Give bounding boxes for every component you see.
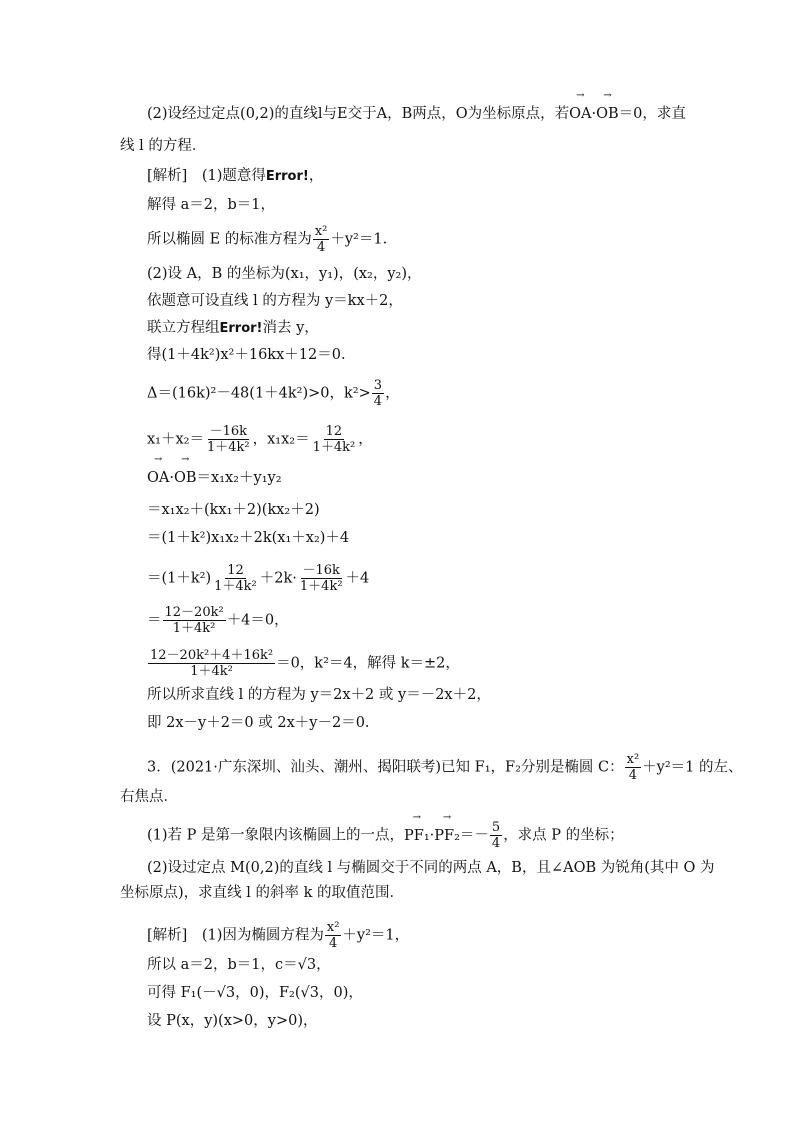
solution-line	[147, 648, 460, 679]
fraction	[625, 752, 642, 783]
numerator: 12	[325, 424, 343, 439]
solution-line: ＝x₁x₂＋(kx₁＋2)(kx₂＋2)	[147, 502, 320, 518]
text: 消去 y，	[262, 320, 319, 336]
vector-oa: → OA	[569, 104, 591, 124]
text: ＋y²＝1.	[330, 231, 388, 248]
denominator: 1＋4k²	[299, 579, 343, 594]
vector-pf1: → PF₁	[404, 826, 430, 846]
text: ＝	[147, 612, 162, 629]
numerator: x²	[626, 752, 640, 767]
text: [解析] (1)因为椭圆方程为	[147, 927, 324, 944]
dot: ·	[591, 106, 597, 122]
denominator: 1＋4k²	[206, 440, 250, 455]
text: (2)设经过定点(0,2)的直线l与E交于A，B两点，O为坐标原点，若	[147, 106, 570, 122]
denominator: 4	[491, 836, 501, 851]
text: ＝(1＋k²)	[147, 570, 212, 587]
problem-2-line-2: 线 l 的方程．	[120, 138, 207, 154]
fraction	[325, 920, 342, 951]
text: ，	[385, 385, 400, 402]
vector-ob: → OB	[596, 104, 619, 124]
fraction	[163, 605, 226, 636]
text: Δ＝(16k)²－48(1＋4k²)>0，k²>	[147, 385, 371, 402]
solution-line: (2)设 A，B 的坐标为(x₁，y₁)，(x₂，y₂)，	[147, 266, 422, 282]
text: ＝0，k²＝4，解得 k＝±2，	[276, 655, 460, 672]
fraction	[298, 563, 345, 594]
vector-oa: → OA	[147, 468, 169, 488]
text: [解析] (1)题意得	[147, 168, 266, 184]
solution-line	[147, 605, 289, 636]
numerator: x²	[326, 920, 340, 935]
fraction	[205, 424, 252, 455]
solution-line: 所以所求直线 l 的方程为 y＝2x＋2 或 y＝－2x＋2，	[147, 687, 491, 703]
text: ＋4＝0，	[226, 612, 289, 629]
denominator: 4	[373, 394, 383, 409]
numerator: 12－20k²	[164, 605, 224, 620]
text: 联立方程组	[147, 320, 220, 336]
text: 3．(2021·广东深圳、汕头、潮州、揭阳联考)已知 F₁，F₂分别是椭圆 C：	[147, 759, 624, 776]
fraction	[372, 378, 384, 409]
solution-line: 依题意可设直线 l 的方程为 y＝kx＋2，	[147, 293, 403, 309]
text: ＝0，求直	[618, 106, 686, 122]
problem-3-part-2-cont: 坐标原点)，求直线 l 的斜率 k 的取值范围．	[120, 885, 405, 901]
text: ，	[308, 168, 324, 184]
solution-line: ＝(1＋k²)x₁x₂＋2k(x₁＋x₂)＋4	[147, 530, 350, 546]
denominator: 1＋4k²	[172, 621, 216, 636]
denominator: 1＋4k²	[312, 440, 356, 455]
solution-line	[147, 318, 319, 339]
solution-line	[147, 224, 387, 255]
fraction	[313, 224, 330, 255]
solution-line	[147, 468, 282, 488]
solution-label-line	[147, 166, 323, 187]
solution-line: 设 P(x，y)(x>0，y>0)，	[147, 1013, 318, 1029]
solution-line: 可得 F₁(－√3，0)，F₂(√3，0)，	[147, 985, 363, 1001]
text: 所以椭圆 E 的标准方程为	[147, 231, 312, 248]
dot: ·	[429, 827, 435, 844]
denominator: 1＋4k²	[190, 664, 233, 679]
text: ＝－	[459, 827, 489, 844]
dot: ·	[169, 470, 174, 486]
denominator: 1＋4k²	[214, 579, 257, 594]
solution-line: 即 2x－y＋2＝0 或 2x＋y－2＝0.	[147, 715, 370, 731]
problem-3-line-1	[147, 752, 743, 783]
numerator: 12	[227, 563, 244, 578]
error-placeholder: Error!	[265, 169, 309, 184]
fraction	[212, 563, 259, 594]
problem-3-part-1	[147, 820, 624, 851]
problem-3-part-2: (2)设过定点 M(0,2)的直线 l 与椭圆交于不同的两点 A，B，且∠AOB 为锐角(其中 O 为	[147, 860, 715, 876]
text: ＋y²＝1，	[342, 927, 410, 944]
fraction	[148, 648, 275, 679]
text: ，求点 P 的坐标；	[503, 827, 624, 844]
text: (1)若 P 是第一象限内该椭圆上的一点，	[147, 827, 405, 844]
solution-line: 得(1＋4k²)x²＋16kx＋12＝0.	[147, 347, 346, 363]
solution-line: 解得 a＝2，b＝1，	[147, 197, 275, 213]
numerator: －16k	[209, 424, 248, 439]
fraction	[490, 820, 502, 851]
problem-3-line-2: 右焦点．	[120, 789, 178, 805]
text: ，x₁x₂＝	[252, 431, 310, 448]
vector-ob: → OB	[174, 468, 197, 488]
denominator: 4	[628, 768, 638, 783]
denominator: 4	[316, 240, 326, 255]
solution-line: 所以 a＝2，b＝1，c＝√3，	[147, 957, 331, 973]
problem-2-line-1	[147, 104, 686, 124]
text: ＋2k·	[259, 570, 297, 587]
error-placeholder: Error!	[219, 321, 263, 336]
solution-line	[147, 563, 369, 594]
text: ＋4	[345, 570, 370, 587]
text: ＋y²＝1 的左、	[642, 759, 743, 776]
numerator: 12－20k²＋4＋16k²	[150, 648, 274, 663]
solution-line	[147, 378, 400, 409]
denominator: 4	[328, 936, 338, 951]
text: ＝x₁x₂＋y₁y₂	[196, 470, 282, 486]
vector-pf2: → PF₂	[434, 826, 460, 846]
numerator: －16k	[302, 563, 340, 578]
numerator: 5	[491, 820, 501, 835]
numerator: x²	[314, 224, 328, 239]
solution-label-line	[147, 920, 409, 951]
text: ，	[358, 431, 373, 448]
solution-line	[147, 424, 373, 455]
fraction	[311, 424, 358, 455]
text: x₁＋x₂＝	[147, 431, 204, 448]
numerator: 3	[373, 378, 383, 393]
